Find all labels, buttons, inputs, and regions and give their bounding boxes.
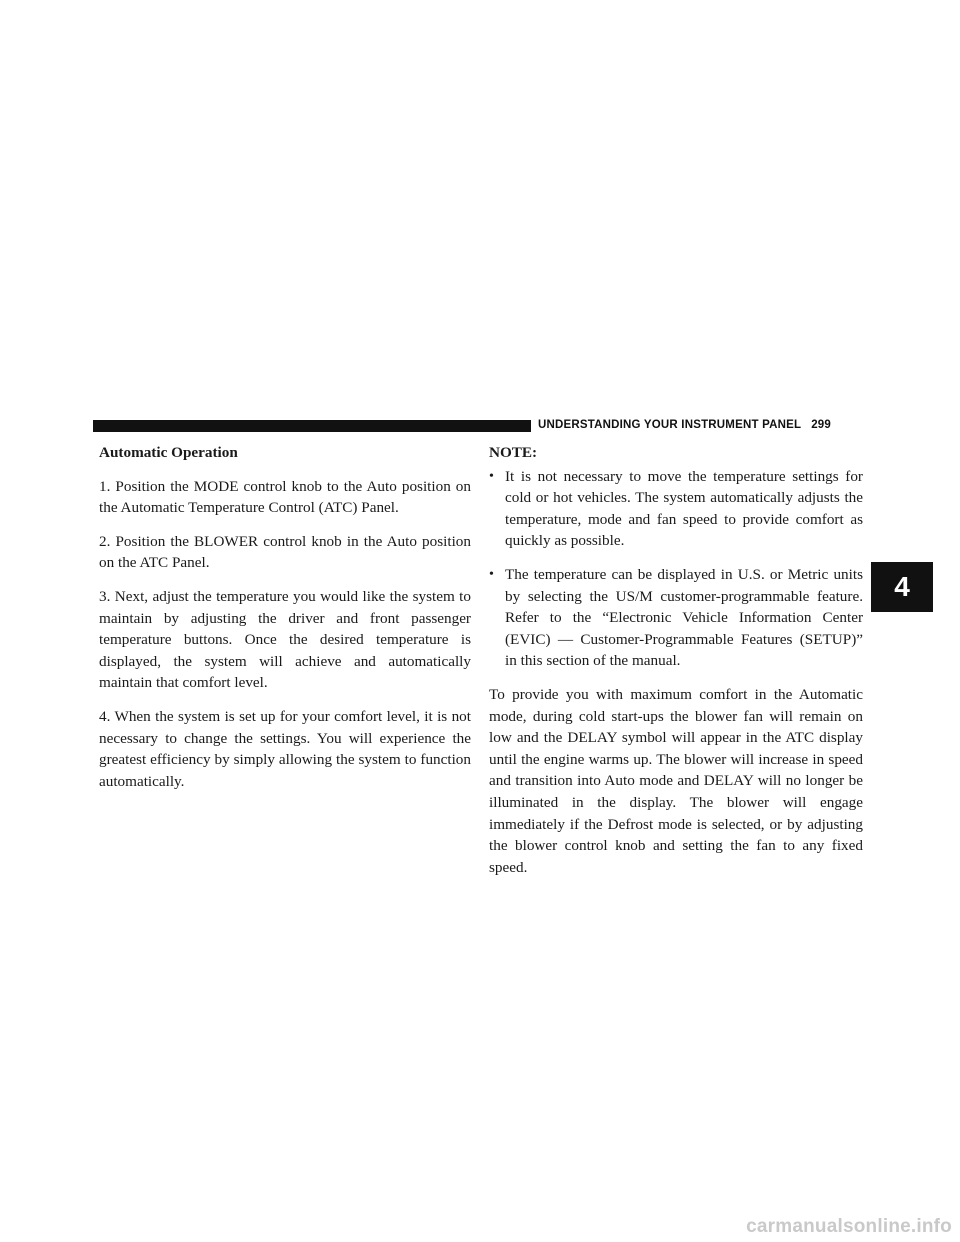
list-item-text: The temperature can be displayed in U.S. or Metric units by selecting the US/M customer-programmable feature. Refer to the “Electronic Vehicle Information Center (EVIC) — Customer-Programmable Features (SETUP)” in this section of the manual.: [505, 565, 863, 670]
left-column: [99, 442, 471, 804]
list-item: [489, 564, 863, 672]
header-rule: [93, 420, 531, 432]
right-column: [489, 442, 863, 890]
section-heading: Automatic Operation: [99, 444, 238, 461]
step-paragraph: 1. Position the MODE control knob to the Auto position on the Automatic Temperature Control (ATC) Panel.: [99, 477, 471, 517]
step-paragraph: 2. Position the BLOWER control knob in the Auto position on the ATC Panel.: [99, 532, 471, 572]
running-head-title: UNDERSTANDING YOUR INSTRUMENT PANEL: [538, 419, 802, 431]
bullet-icon: •: [489, 468, 494, 484]
list-item: [489, 466, 863, 552]
step-paragraph: 4. When the system is set up for your comfort level, it is not necessary to change the settings. You will experience the greatest efficiency by simply allowing the system to function automatically.: [99, 707, 471, 790]
chapter-tab: 4: [871, 562, 933, 612]
bullet-icon: •: [489, 566, 494, 582]
watermark: carmanualsonline.info: [746, 1216, 952, 1237]
note-label: NOTE:: [489, 444, 538, 461]
running-head: [538, 419, 878, 431]
list-item-text: It is not necessary to move the temperature settings for cold or hot vehicles. The system automatically adjusts the temperature, mode and fan speed to provide comfort as quickly as possible.: [505, 467, 863, 550]
page-number: 299: [811, 419, 831, 431]
body-paragraph: To provide you with maximum comfort in the Automatic mode, during cold start-ups the blower fan will remain on low and the DELAY symbol will appear in the ATC display until the engine warms up. The blower will increase in speed and transition into Auto mode and DELAY will no longer be illuminated in the display. The blower will engage immediately if the Defrost mode is selected, or by adjusting the blower control knob and setting the fan to any fixed speed.: [489, 685, 863, 876]
step-paragraph: 3. Next, adjust the temperature you would like the system to maintain by adjusting the driver and front passenger temperature buttons. Once the desired temperature is displayed, the system will achieve and automatically maintain that comfort level.: [99, 587, 471, 692]
